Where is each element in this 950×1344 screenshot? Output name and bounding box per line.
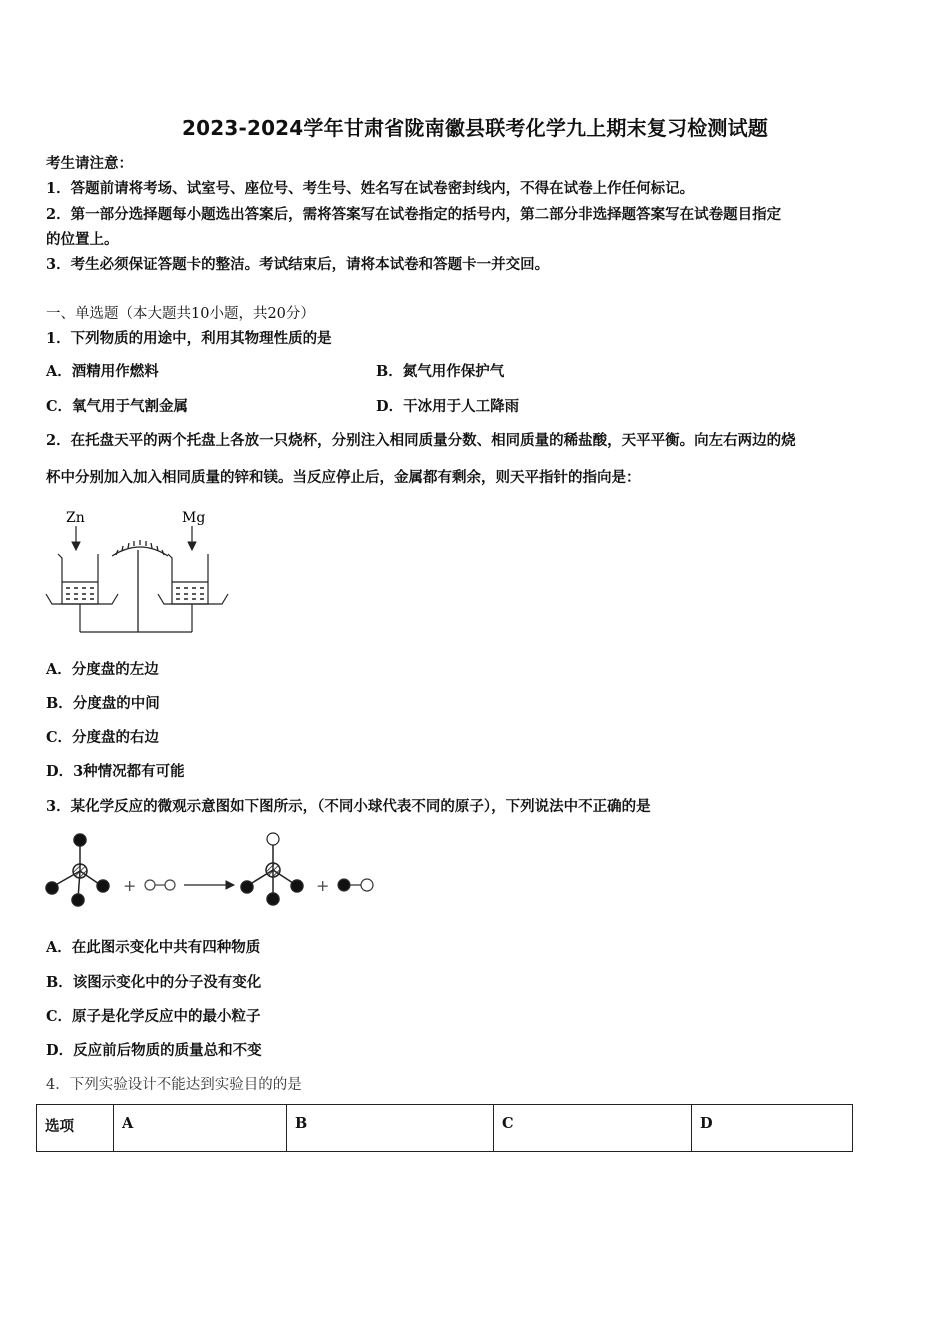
plus-sign-2: +	[316, 876, 330, 895]
table-header-d: D	[692, 1105, 853, 1152]
balance-figure	[40, 504, 240, 638]
q2-option-b: B．分度盘的中间	[46, 695, 160, 712]
notice-line-2-cont: 的位置上。	[46, 231, 119, 248]
q2-option-d: D．3种情况都有可能	[46, 763, 185, 780]
q1-option-d: D．干冰用于人工降雨	[376, 398, 520, 415]
scale-arc	[112, 540, 168, 556]
q4-stem: 4．下列实验设计不能达到实验目的的是	[46, 1077, 302, 1093]
q3-option-b: B．该图示变化中的分子没有变化	[46, 974, 262, 991]
q2-stem-line-2: 杯中分别加入加入相同质量的锌和镁。当反应停止后，金属都有剩余，则天平指针的指向是：	[46, 469, 641, 486]
arrow-right	[188, 526, 196, 550]
left-beaker	[58, 554, 98, 604]
table-header-option: 选项	[37, 1105, 114, 1152]
plus-sign-1: +	[123, 876, 137, 895]
table-header-a: A	[114, 1105, 287, 1152]
notice-line-3: 3．考生必须保证答题卡的整洁。考试结束后，请将本试卷和答题卡一并交回。	[46, 256, 550, 273]
product-molecule-1	[241, 833, 303, 905]
mg-label: Mg	[182, 510, 206, 526]
q2-option-a: A．分度盘的左边	[46, 661, 159, 678]
q2-stem-line-1: 2．在托盘天平的两个托盘上各放一只烧杯，分别注入相同质量分数、相同质量的稀盐酸，天平平衡。向左右两边的烧	[46, 432, 796, 449]
q1-option-b: B．氮气用作保护气	[376, 363, 505, 380]
reaction-arrow	[184, 881, 234, 889]
q1-stem: 1．下列物质的用途中，利用其物理性质的是	[46, 330, 332, 347]
reactant-molecule-2	[145, 880, 175, 890]
right-beaker	[168, 554, 208, 604]
table-header-b: B	[287, 1105, 494, 1152]
q3-option-c: C．原子是化学反应中的最小粒子	[46, 1008, 261, 1025]
section-heading: 一、单选题（本大题共10小题，共20分）	[46, 306, 315, 322]
q2-option-c: C．分度盘的右边	[46, 729, 160, 746]
notice-line-2: 2．第一部分选择题每小题选出答案后，需将答案写在试卷指定的括号内，第二部分非选择题答案写在试卷题目指定	[46, 206, 782, 223]
page-title: 2023-2024学年甘肃省陇南徽县联考化学九上期末复习检测试题	[181, 116, 769, 140]
table-header-c: C	[494, 1105, 692, 1152]
q4-table	[36, 1104, 853, 1152]
q3-stem: 3．某化学反应的微观示意图如下图所示，（不同小球代表不同的原子），下列说法中不正确的是	[46, 798, 651, 815]
notice-line-1: 1．答题前请将考场、试室号、座位号、考生号、姓名写在试卷密封线内，不得在试卷上作任何标记。	[46, 180, 695, 197]
q3-option-a: A．在此图示变化中共有四种物质	[46, 939, 261, 956]
q1-option-a: A．酒精用作燃料	[46, 363, 159, 380]
q1-option-c: C．氧气用于气割金属	[46, 398, 189, 415]
zn-label: Zn	[66, 510, 85, 526]
product-molecule-2	[338, 879, 373, 891]
table-row	[37, 1105, 853, 1152]
q3-option-d: D．反应前后物质的质量总和不变	[46, 1042, 262, 1059]
reactant-molecule-1	[46, 834, 109, 906]
arrow-left	[72, 526, 80, 550]
reaction-figure	[40, 826, 385, 910]
notice-heading: 考生请注意：	[46, 155, 133, 172]
